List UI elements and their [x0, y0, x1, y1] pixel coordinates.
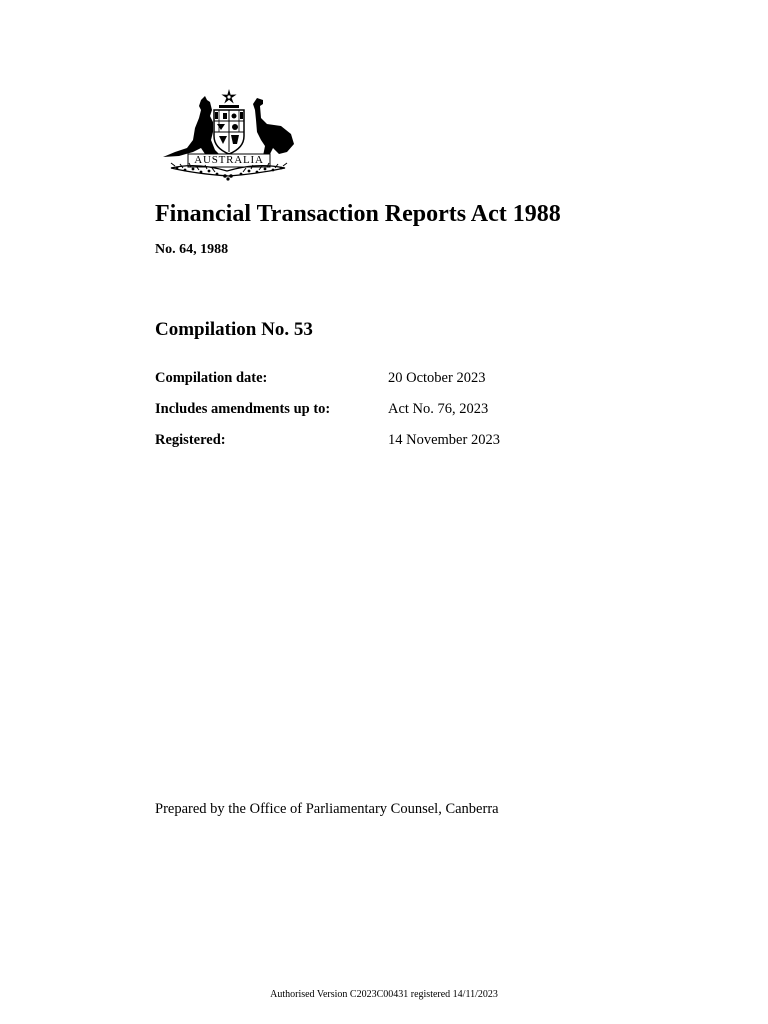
- compilation-details: [155, 369, 615, 462]
- coat-of-arms-icon: [157, 88, 299, 182]
- authorised-version-footer: Authorised Version C2023C00431 registered 14/11/2023: [270, 989, 498, 1000]
- detail-value: 20 October 2023: [388, 370, 486, 386]
- detail-row-compilation-date: [155, 369, 615, 400]
- compilation-heading: Compilation No. 53: [155, 319, 313, 340]
- prepared-by-note: Prepared by the Office of Parliamentary Counsel, Canberra: [155, 801, 499, 817]
- detail-row-amendments: [155, 400, 615, 431]
- detail-row-registered: [155, 431, 615, 462]
- act-number: No. 64, 1988: [155, 242, 229, 257]
- detail-label: Registered:: [155, 432, 226, 448]
- detail-value: Act No. 76, 2023: [388, 401, 489, 417]
- detail-label: Compilation date:: [155, 370, 268, 386]
- detail-value: 14 November 2023: [388, 432, 500, 448]
- crest-motto-label: AUSTRALIA: [194, 154, 264, 166]
- document-title: Financial Transaction Reports Act 1988: [155, 201, 561, 227]
- detail-label: Includes amendments up to:: [155, 401, 331, 417]
